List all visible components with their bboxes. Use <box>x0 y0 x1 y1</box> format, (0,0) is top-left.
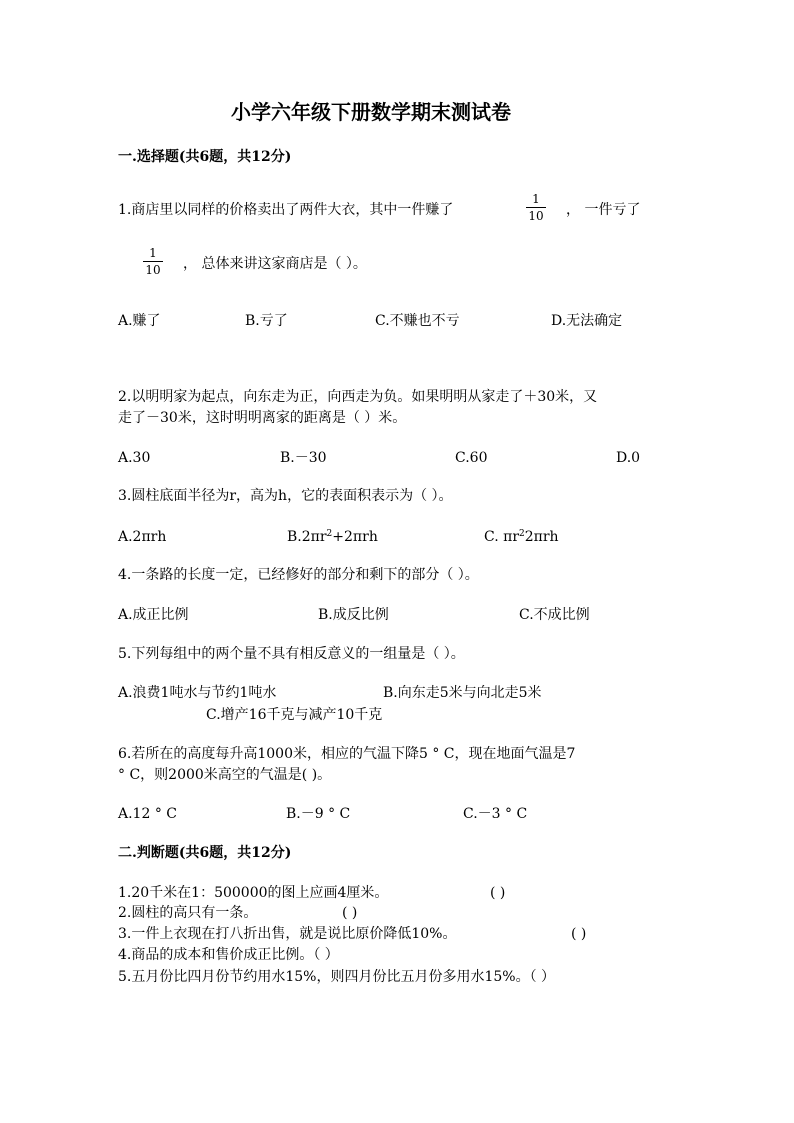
judge-item-1: 1.20千米在1：500000的图上应画4厘米。 <box>118 885 389 901</box>
q5-text: 5.下列每组中的两个量不具有相反意义的一组量是（ ）。 <box>118 646 465 662</box>
judge-item-3: 3.一件上衣现在打八折出售，就是说比原价降低10%。 <box>118 926 457 942</box>
q1-fraction-2 <box>143 246 163 277</box>
fraction-denominator: 10 <box>528 209 544 223</box>
q5-option-a: A.浪费1吨水与节约1吨水 <box>118 685 277 701</box>
judge-item-1-bracket: ( ) <box>490 885 506 901</box>
q1-option-b: B.亏了 <box>245 313 288 329</box>
section-heading-judgment: 二.判断题(共6题，共12分) <box>118 845 292 861</box>
q6-option-c: C.－3 ° C <box>463 806 528 822</box>
q3-option-b-exponent: 2 <box>326 529 333 539</box>
q2-option-c: C.60 <box>455 450 488 466</box>
q1-option-c: C.不赚也不亏 <box>375 313 460 329</box>
q3-text: 3.圆柱底面半径为r，高为h，它的表面积表示为（ ）。 <box>118 488 453 504</box>
q2-option-b: B.－30 <box>280 450 327 466</box>
q2-option-d: D.0 <box>616 450 641 466</box>
q4-option-a: A.成正比例 <box>118 607 189 623</box>
fraction-numerator: 1 <box>149 246 157 260</box>
q1-text-part3: ， 总体来讲这家商店是（ ）。 <box>183 256 367 272</box>
q6-text-line1: 6.若所在的高度每升高1000米，相应的气温下降5 ° C，现在地面气温是7 <box>118 746 576 762</box>
q6-option-b: B.－9 ° C <box>286 806 351 822</box>
q3-option-b-rest: +2πrh <box>332 529 378 545</box>
judge-item-2: 2.圆柱的高只有一条。 <box>118 905 258 921</box>
q3-option-c-base: C. πr <box>484 529 520 545</box>
q1-text-part1: 1.商店里以同样的价格卖出了两件大衣，其中一件赚了 <box>118 202 454 218</box>
q2-text-line2: 走了－30米，这时明明离家的距离是（ ）米。 <box>118 410 407 426</box>
fraction-denominator: 10 <box>145 263 161 277</box>
q1-text-part2: ， 一件亏了 <box>566 202 641 218</box>
q5-option-c: C.增产16千克与减产10千克 <box>206 707 383 723</box>
judge-item-4: 4.商品的成本和售价成正比例。（ ） <box>118 947 339 963</box>
q1-option-a: A.赚了 <box>118 313 161 329</box>
q4-text: 4.一条路的长度一定，已经修好的部分和剩下的部分（ ）。 <box>118 567 479 583</box>
q3-option-c-rest: 2πrh <box>524 529 559 545</box>
q3-option-a: A.2πrh <box>118 529 167 545</box>
page-title: 小学六年级下册数学期末测试卷 <box>231 100 511 124</box>
q4-option-c: C.不成比例 <box>519 607 590 623</box>
q4-option-b: B.成反比例 <box>318 607 389 623</box>
q3-option-c <box>484 528 559 546</box>
q6-option-a: A.12 ° C <box>118 806 177 822</box>
section-heading-choice: 一.选择题(共6题，共12分) <box>118 149 292 165</box>
q2-option-a: A.30 <box>118 450 151 466</box>
q3-option-b-base: B.2πr <box>287 529 327 545</box>
q3-option-b <box>287 528 378 546</box>
q1-fraction-1 <box>526 192 546 223</box>
judge-item-5: 5.五月份比四月份节约用水15%，则四月份比五月份多用水15%。（ ） <box>118 969 556 985</box>
fraction-numerator: 1 <box>532 192 540 206</box>
judge-item-3-bracket: ( ) <box>571 926 587 942</box>
q1-option-d: D.无法确定 <box>551 313 623 329</box>
q6-text-line2: ° C，则2000米高空的气温是( )。 <box>118 767 332 783</box>
fraction-bar <box>143 261 163 262</box>
q3-option-c-exponent: 2 <box>519 529 525 539</box>
q5-option-b: B.向东走5米与向北走5米 <box>383 685 542 701</box>
fraction-bar <box>526 207 546 208</box>
judge-item-2-bracket: ( ) <box>342 905 358 921</box>
q2-text-line1: 2.以明明家为起点，向东走为正，向西走为负。如果明明从家走了＋30米，又 <box>118 389 598 405</box>
